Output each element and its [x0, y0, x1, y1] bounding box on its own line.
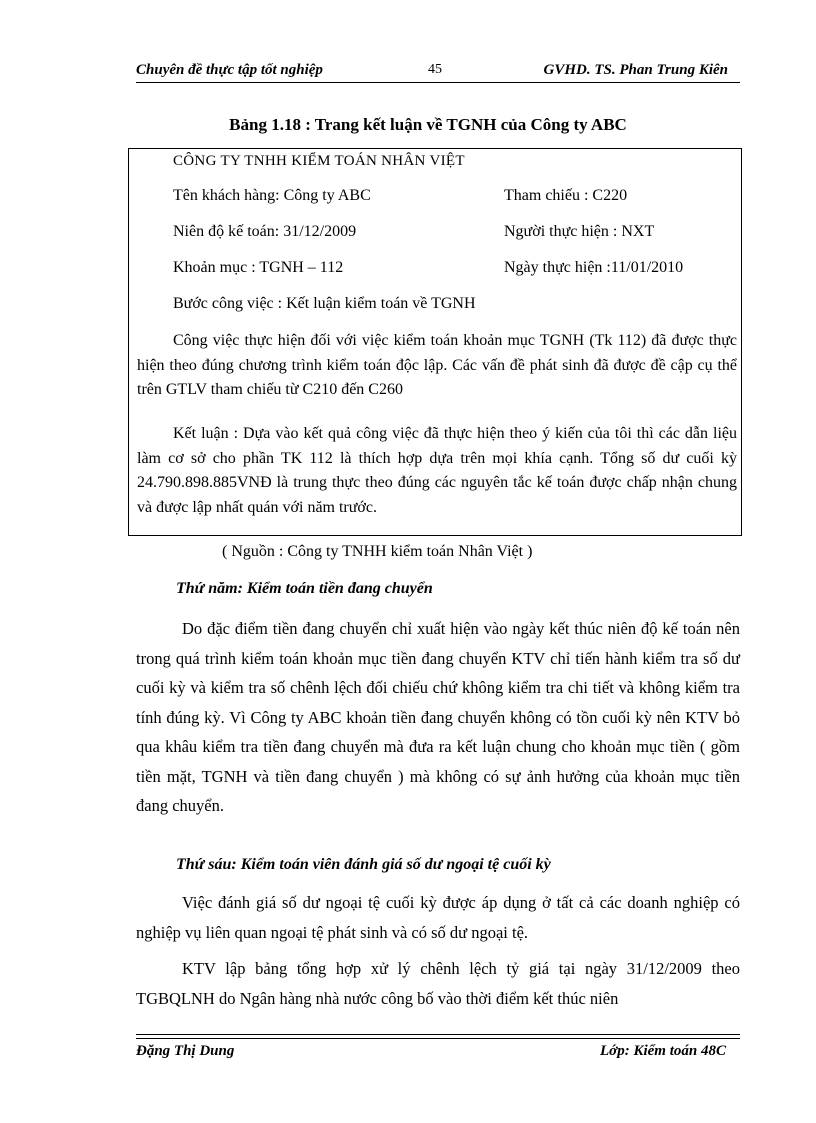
section-heading-5: Thứ năm: Kiểm toán tiền đang chuyển: [176, 580, 433, 597]
section-heading-6: Thứ sáu: Kiểm toán viên đánh giá số dư ngoại tệ cuối kỳ: [176, 856, 551, 873]
header-thesis-title: Chuyên đề thực tập tốt nghiệp: [136, 62, 323, 78]
conclusion-box: [128, 148, 742, 536]
section-6-paragraph-1: Việc đánh giá số dư ngoại tệ cuối kỳ được áp dụng ở tất cả các doanh nghiệp có nghiệp vụ liên quan ngoại tệ phát sinh và có số dư ngoại tệ.: [136, 893, 740, 942]
account-item: Khoản mục : TGNH – 112: [173, 259, 344, 276]
performer: Người thực hiện : NXT: [504, 223, 655, 240]
footer-author: Đặng Thị Dung: [136, 1043, 235, 1059]
box-row: [173, 259, 733, 283]
header-rule: [136, 82, 740, 83]
page-header: [136, 60, 740, 84]
table-title: Bảng 1.18 : Trang kết luận về TGNH của Công ty ABC: [229, 115, 627, 134]
box-row: [173, 223, 733, 247]
box-company-name: CÔNG TY TNHH KIỂM TOÁN NHÂN VIỆT: [173, 153, 465, 169]
footer-rule: [136, 1038, 740, 1039]
footer-class: Lớp: Kiểm toán 48C: [600, 1043, 726, 1059]
client-name: Tên khách hàng: Công ty ABC: [173, 187, 371, 204]
reference-code: Tham chiếu : C220: [504, 187, 628, 204]
page-footer: [136, 1043, 740, 1065]
work-step: Bước công việc : Kết luận kiểm toán về TGNH: [173, 295, 476, 312]
box-row: [173, 187, 733, 211]
header-supervisor: GVHD. TS. Phan Trung Kiên: [543, 62, 728, 78]
header-page-number: 45: [428, 62, 442, 77]
performed-date: Ngày thực hiện :11/01/2010: [504, 259, 684, 276]
section-5-paragraph: Do đặc điểm tiền đang chuyển chỉ xuất hiện vào ngày kết thúc niên độ kế toán nên trong quá trình kiểm toán khoản mục tiền đang chuyển KTV chỉ tiến hành kiểm tra số dư cuối kỳ và kiểm tra số chênh lệch đối chiếu chứ không kiểm tra chi tiết và không kiểm tra tính đúng kỳ. Vì Công ty ABC khoản tiền đang chuyển không có tồn cuối kỳ nên KTV bỏ qua khâu kiểm tra tiền đang chuyển mà đưa ra kết luận chung cho khoản mục tiền ( gồm tiền mặt, TGNH và tiền đang chuyển ) mà không có sự ảnh hưởng của khoản mục tiền đang chuyển.: [136, 619, 740, 815]
footer-rule: [136, 1034, 740, 1035]
box-paragraph-conclusion: Kết luận : Dựa vào kết quả công việc đã thực hiện theo ý kiến của tôi thì các dẫn liệu làm cơ sở cho phần TK 112 là thích hợp dựa trên mọi khía cạnh. Tổng số dư cuối kỳ 24.790.898.885VNĐ là trung thực theo đúng các nguyên tắc kế toán được chấp nhận chung và được lập nhất quán với năm trước.: [137, 425, 737, 516]
box-paragraph-work: Công việc thực hiện đối với việc kiểm toán khoản mục TGNH (Tk 112) đã được thực hiện theo đúng chương trình kiểm toán độc lập. Các vấn đề phát sinh đã được đề cập cụ thể trên GTLV tham chiếu từ C210 đến C260: [137, 332, 737, 398]
section-6-paragraph-2: KTV lập bảng tổng hợp xử lý chênh lệch tỷ giá tại ngày 31/12/2009 theo TGBQLNH do Ngân hàng nhà nước công bố vào thời điểm kết thúc niên: [136, 959, 740, 1008]
table-source: ( Nguồn : Công ty TNHH kiểm toán Nhân Việt ): [222, 543, 533, 560]
fiscal-year: Niên độ kế toán: 31/12/2009: [173, 223, 357, 240]
